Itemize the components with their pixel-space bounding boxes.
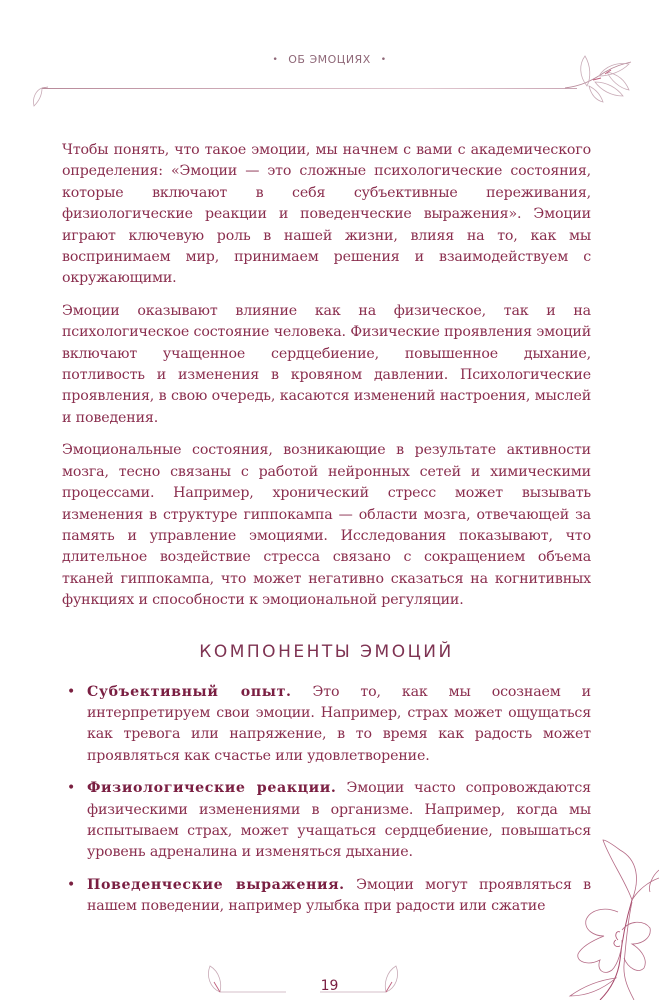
running-header — [0, 53, 659, 66]
paragraph-brain-activity: Эмоциональные состояния, возникающие в результате активности мозга, тесно связаны с работой нейронных сетей и химическими процессами. Например, хронический стресс может вызывать изменения в структуре гиппокампа — области мозга, отвечающей за память и управление эмоциями. Исследования показывают, что длительное воздействие стресса связано с сокращением объема тканей гиппокампа, что может негативно сказаться на когнитивных функциях и способности к эмоциональной регуляции. — [62, 442, 591, 609]
bullet-text: Это то, как мы осознаем и интерпретируем свои эмоции. Например, страх может ощущаться как тревога или напряжение, в то время как радость может проявляться как счастье или удовлетворение. — [87, 683, 591, 764]
page-footer — [0, 960, 659, 1000]
header-divider-line — [42, 88, 577, 89]
bullet-text: Эмоции часто сопровождаются физическими изменениями в организме. Например, когда мы испытываем страх, может учащаться сердцебиение, повышаться уровень адреналина и изменяться дыхание. — [87, 780, 591, 861]
list-item-physiological-reactions — [62, 778, 591, 864]
list-item-behavioral-expressions — [62, 875, 591, 918]
bullet-icon: • — [67, 683, 76, 700]
bullet-term: Поведенческие выражения. — [87, 876, 345, 893]
page-body — [62, 140, 591, 929]
header-dot-left: • — [272, 55, 279, 65]
bullet-icon: • — [67, 780, 76, 797]
bullet-term: Физиологические реакции. — [87, 780, 337, 797]
components-list — [62, 682, 591, 918]
list-item-subjective-experience — [62, 682, 591, 768]
bullet-text: Эмоции могут проявляться в нашем поведении, например улыбка при радости или сжатие — [87, 876, 591, 915]
header-dot-right: • — [380, 55, 387, 65]
leaf-sprig-left-icon — [28, 82, 58, 112]
paragraph-physical-psychological: Эмоции оказывают влияние как на физическое, так и на психологическое состояние человека. Физические проявления эмоций включают учащенное сердцебиение, повышенное дыхание, потливость и изменения в кровяном давлении. Психологические проявления, в свою очередь, касаются изменений настроения, мыслей и поведения. — [62, 302, 591, 426]
paragraph-definition: Чтобы понять, что такое эмоции, мы начнем с вами с академического определения: «Эмоции — это сложные психологические состояния, которые включают в себя субъективные переживания, физиологические реакции и поведенческие выражения». Эмоции играют ключевую роль в нашей жизни, влияя на то, как мы воспринимаем мир, принимаем решения и взаимодействуем с окружающими. — [62, 142, 591, 287]
leaf-sprig-right-icon — [565, 48, 635, 106]
bullet-icon: • — [67, 876, 76, 893]
page-number: 19 — [320, 978, 339, 994]
section-title: КОМПОНЕНТЫ ЭМОЦИЙ — [199, 641, 454, 662]
running-title: ОБ ЭМОЦИЯХ — [288, 53, 371, 66]
bullet-term: Субъективный опыт. — [87, 683, 292, 700]
